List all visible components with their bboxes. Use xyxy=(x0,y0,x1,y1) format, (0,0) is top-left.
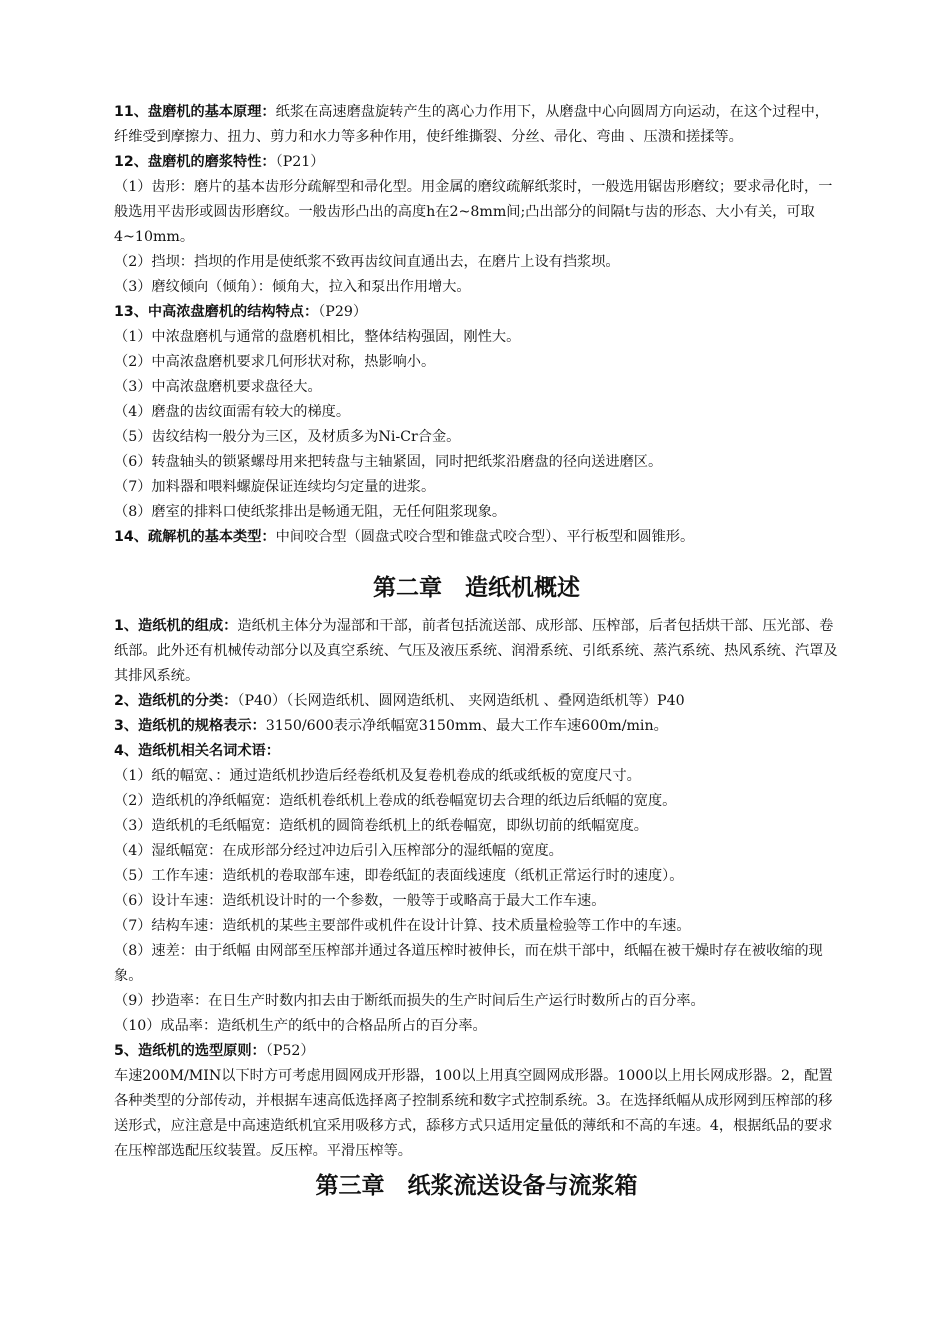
list-item: （8）速差：由于纸幅 由网部至压榨部并通过各道压榨时被伸长，而在烘干部中，纸幅在被干燥时存在被收缩的现象。 xyxy=(114,943,823,984)
section-heading: 5、造纸机的选型原则： xyxy=(114,1043,266,1059)
c2-section-1 xyxy=(114,614,839,689)
list-item: （10）成品率：造纸机生产的纸中的合格品所占的百分率。 xyxy=(114,1018,487,1034)
list-item: （3）造纸机的毛纸幅宽：造纸机的圆筒卷纸机上的纸卷幅宽，即纵切前的纸幅宽度。 xyxy=(114,818,648,834)
section-text: 造纸机主体分为湿部和干部，前者包括流送部、成形部、压榨部，后者包括烘干部、压光部、卷纸部。此外还有机械传动部分以及真空系统、气压及液压系统、润滑系统、引纸系统、蒸汽系统、热风系统、汽罩及其排风系统。 xyxy=(114,618,838,684)
section-heading: 4、造纸机相关名词术语： xyxy=(114,743,280,759)
c2-section-2 xyxy=(114,689,839,714)
section-13 xyxy=(114,300,839,325)
list-item: （3）中高浓盘磨机要求盘径大。 xyxy=(114,379,322,395)
section-heading: 13、中高浓盘磨机的结构特点： xyxy=(114,304,319,320)
section-heading: 2、造纸机的分类： xyxy=(114,693,238,709)
section-14 xyxy=(114,525,839,550)
c2-section-5 xyxy=(114,1039,839,1064)
list-item: （4）湿纸幅宽：在成形部分经过冲边后引入压榨部分的湿纸幅的宽度。 xyxy=(114,843,563,859)
section-text: 纸浆在高速磨盘旋转产生的离心力作用下，从磨盘中心向圆周方向运动，在这个过程中，纤维受到摩擦力、扭力、剪力和水力等多种作用，使纤维撕裂、分丝、帚化、弯曲 、压溃和搓揉等。 xyxy=(114,104,829,145)
section-text: （P40）（长网造纸机、圆网造纸机、 夹网造纸机 、叠网造纸机等）P40 xyxy=(237,693,685,709)
list-item: （2）中高浓盘磨机要求几何形状对称，热影响小。 xyxy=(114,354,436,370)
list-item: （5）齿纹结构一般分为三区，及材质多为Ni-Cr合金。 xyxy=(114,429,461,445)
page-reference: （P21） xyxy=(275,154,325,170)
section-heading: 1、造纸机的组成： xyxy=(114,618,238,634)
section-12 xyxy=(114,150,839,175)
document-page xyxy=(114,100,839,1202)
section-heading: 12、盘磨机的磨浆特性： xyxy=(114,154,276,170)
list-item: （6）转盘轴头的锁紧螺母用来把转盘与主轴紧固，同时把纸浆沿磨盘的径向送进磨区。 xyxy=(114,454,663,470)
section-text: 中间咬合型（圆盘式咬合型和锥盘式咬合型）、平行板型和圆锥形。 xyxy=(275,529,695,545)
list-item: （7）结构车速：造纸机的某些主要部件或机件在设计计算、技术质量检验等工作中的车速。 xyxy=(114,918,691,934)
page-reference: （P29） xyxy=(318,304,368,320)
list-item: （2）挡坝：挡坝的作用是使纸浆不致再齿纹间直通出去，在磨片上设有挡浆坝。 xyxy=(114,254,620,270)
page-reference: （P52） xyxy=(265,1043,315,1059)
list-item: （1）齿形：磨片的基本齿形分疏解型和帚化型。用金属的磨纹疏解纸浆时，一般选用锯齿形磨纹；要求帚化时，一般选用平齿形或圆齿形磨纹。一般齿形凸出的高度h在2~8mm间;凸出部分的间隔t与齿的形态、大小有关，可取4~10mm。 xyxy=(114,179,833,245)
section-11 xyxy=(114,100,839,150)
section-text: 3150/600表示净纸幅宽3150mm、最大工作车速600m/min。 xyxy=(265,718,668,734)
section-text: 车速200M/MIN以下时方可考虑用圆网成开形器，100以上用真空圆网成形器。1000以上用长网成形器。2，配置各种类型的分部传动，并根据车速高低选择离子控制系统和数字式控制系统。3。在选择纸幅从成形网到压榨部的移送形式，应注意是中高速造纸机宜采用吸移方式，舔移方式只适用定量低的薄纸和不高的车速。4，根据纸品的要求在压榨部选配压纹装置。反压榨。平滑压榨等。 xyxy=(114,1068,833,1159)
list-item: （1）纸的幅宽、：通过造纸机抄造后经卷纸机及复卷机卷成的纸或纸板的宽度尺寸。 xyxy=(114,768,641,784)
section-heading: 11、盘磨机的基本原理： xyxy=(114,104,276,120)
c2-section-4 xyxy=(114,739,839,764)
list-item: （8）磨室的排料口使纸浆排出是畅通无阻，无任何阻浆现象。 xyxy=(114,504,507,520)
list-item: （4）磨盘的齿纹面需有较大的梯度。 xyxy=(114,404,351,420)
list-item: （1）中浓盘磨机与通常的盘磨机相比，整体结构强固，刚性大。 xyxy=(114,329,521,345)
c2-section-3 xyxy=(114,714,839,739)
chapter-3-title: 第三章 纸浆流送设备与流浆箱 xyxy=(315,1173,638,1199)
list-item: （7）加料器和喂料螺旋保证连续均匀定量的进浆。 xyxy=(114,479,436,495)
list-item: （2）造纸机的净纸幅宽：造纸机卷纸机上卷成的纸卷幅宽切去合理的纸边后纸幅的宽度。 xyxy=(114,793,677,809)
list-item: （9）抄造率：在日生产时数内扣去由于断纸而损失的生产时间后生产运行时数所占的百分率。 xyxy=(114,993,705,1009)
section-heading: 14、疏解机的基本类型： xyxy=(114,529,276,545)
list-item: （3）磨纹倾向（倾角）：倾角大，拉入和泵出作用增大。 xyxy=(114,279,471,295)
section-heading: 3、造纸机的规格表示： xyxy=(114,718,266,734)
chapter-2-title: 第二章 造纸机概述 xyxy=(373,575,580,601)
list-item: （5）工作车速：造纸机的卷取部车速，即卷纸缸的表面线速度（纸机正常运行时的速度）。 xyxy=(114,868,684,884)
list-item: （6）设计车速：造纸机设计时的一个参数，一般等于或略高于最大工作车速。 xyxy=(114,893,606,909)
